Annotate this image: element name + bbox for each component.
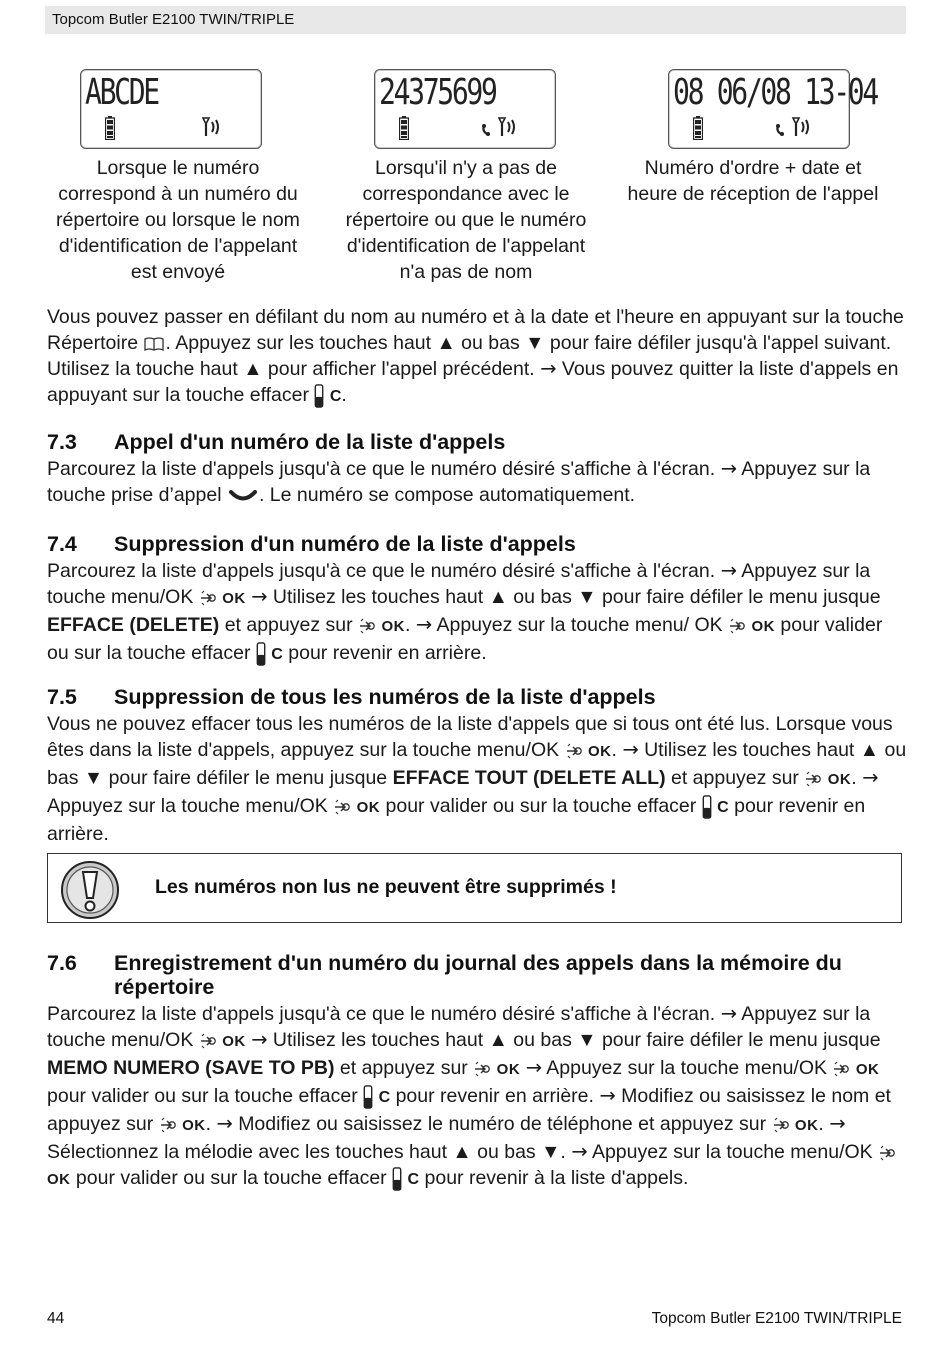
section-7-4-heading bbox=[47, 532, 904, 556]
arrow-icon: → bbox=[720, 1002, 737, 1025]
clear-key-icon bbox=[392, 1167, 402, 1191]
ok-key-label: OK bbox=[794, 1117, 819, 1134]
text: Modifiez ou saisissez le nom et appuyez sur bbox=[47, 1085, 891, 1135]
text: Sélectionnez la mélodie avec les touches haut ▲ ou bas ▼. bbox=[47, 1141, 566, 1163]
text: Utilisez les touches haut ▲ ou bas ▼ pour faire défiler le menu jusque bbox=[47, 739, 907, 789]
section-7-4-body: Parcourez la liste d'appels jusqu'à ce que le numéro désiré s'affiche à l'écran. → Appuyez sur la touche menu/OK OK → Utilisez les touches haut ▲ ou bas ▼ pour faire défiler le menu jusque EFFACE (DELETE) et appuyez sur OK. → Appuyez sur la touche menu/ OK OK pour valider ou sur la touche effacer C pour revenir en arrière. bbox=[47, 559, 883, 664]
text: Vous ne pouvez effacer tous les numéros de la liste d'appels que si tous ont été lus. Lorsque vous êtes dans la liste d'appels, appuyez sur la touche menu/OK bbox=[47, 713, 893, 761]
lcd-text: ABCDE bbox=[85, 72, 158, 113]
battery-icon bbox=[399, 116, 409, 140]
text: Utilisez les touches haut ▲ ou bas ▼ pour faire défiler le menu jusque bbox=[272, 1029, 881, 1051]
clear-key-label: C bbox=[271, 646, 283, 663]
arrow-icon: → bbox=[622, 738, 639, 761]
antenna-icon bbox=[791, 116, 817, 138]
clear-key-icon bbox=[702, 795, 712, 819]
section-number: 7.6 bbox=[47, 951, 77, 975]
intro-text-3: Vous pouvez quitter la liste d'appels en appuyant sur la touche effacer bbox=[47, 358, 899, 406]
ok-key-label: OK bbox=[222, 1033, 246, 1050]
section-7-5-body: Vous ne pouvez effacer tous les numéros de la liste d'appels que si tous ont été lus. Lorsque vous êtes dans la liste d'appels, appuyez sur la touche menu/OK OK. → Utilisez les touches haut ▲ ou bas ▼ pour faire défiler le menu jusque EFFACE TOUT (DELETE ALL) et appuyez sur OK. → Appuyez sur la touche menu/OK OK pour valider ou sur la touche effacer C pour revenir en arrière. bbox=[47, 713, 907, 845]
section-title: Enregistrement d'un numéro du journal des appels dans la mémoire du répertoire bbox=[114, 951, 842, 999]
lcd-screen-number bbox=[374, 69, 556, 149]
lcd-screen-name bbox=[80, 69, 262, 149]
section-7-3-heading bbox=[47, 430, 904, 454]
section-number: 7.3 bbox=[47, 430, 77, 454]
menu-ok-icon bbox=[199, 590, 217, 606]
text: pour revenir en arrière. bbox=[395, 1085, 594, 1107]
battery-icon bbox=[693, 116, 703, 140]
note-text: Les numéros non lus ne peuvent être supprimés ! bbox=[155, 876, 617, 898]
header-title: Topcom Butler E2100 TWIN/TRIPLE bbox=[52, 11, 295, 28]
note-box bbox=[47, 853, 902, 923]
page-header bbox=[45, 6, 906, 34]
menu-ok-icon bbox=[159, 1117, 177, 1133]
clear-key-icon bbox=[363, 1085, 373, 1109]
ok-key-label: OK bbox=[496, 1061, 521, 1078]
intro-text-2: . Appuyez sur les touches haut ▲ ou bas ▼ pour faire défiler jusqu'à l'appel suivant. Utilisez la touche haut ▲ pour afficher l'appel précédent. bbox=[47, 332, 892, 380]
arrow-icon: → bbox=[540, 357, 557, 380]
arrow-icon: → bbox=[415, 613, 433, 636]
text: Appuyez sur la touche menu/OK bbox=[47, 795, 328, 817]
text: pour valider ou sur la touche effacer bbox=[47, 614, 883, 664]
footer-title: Topcom Butler E2100 TWIN/TRIPLE bbox=[651, 1310, 902, 1327]
arrow-icon: → bbox=[251, 585, 268, 608]
section-number: 7.4 bbox=[47, 532, 77, 556]
punct: . bbox=[341, 384, 347, 406]
ok-key-label: OK bbox=[587, 743, 612, 760]
text: pour revenir en arrière. bbox=[47, 795, 866, 845]
battery-icon bbox=[105, 116, 115, 140]
section-7-5-heading bbox=[47, 685, 904, 709]
ok-key-label: OK bbox=[827, 771, 852, 788]
text: Modifiez ou saisissez le numéro de téléphone et appuyez sur bbox=[238, 1113, 767, 1135]
call-icon bbox=[481, 122, 495, 138]
text: pour valider ou sur la touche effacer bbox=[47, 1085, 358, 1107]
menu-ok-icon bbox=[358, 618, 376, 634]
text: Appuyez sur la touche prise d’appel bbox=[47, 458, 871, 506]
ok-key-label: OK bbox=[182, 1117, 206, 1134]
menu-ok-icon bbox=[878, 1145, 896, 1161]
text: et appuyez sur bbox=[671, 767, 799, 789]
text: et appuyez sur bbox=[339, 1057, 468, 1079]
text: Appuyez sur la touche menu/OK bbox=[47, 1003, 871, 1051]
menu-item-label: EFFACE TOUT (DELETE ALL) bbox=[392, 767, 666, 789]
arrow-icon: → bbox=[720, 457, 737, 480]
text: Utilisez les touches haut ▲ ou bas ▼ pour faire défiler le menu jusque bbox=[272, 586, 881, 608]
text: . Le numéro se compose automatiquement. bbox=[258, 484, 636, 506]
section-title: Suppression d'un numéro de la liste d'appels bbox=[114, 532, 576, 556]
arrow-icon: → bbox=[829, 1112, 846, 1135]
section-title: Suppression de tous les numéros de la liste d'appels bbox=[114, 685, 656, 709]
ok-key-label: OK bbox=[356, 799, 381, 816]
ok-key-label: OK bbox=[381, 618, 405, 635]
arrow-icon: → bbox=[571, 1140, 588, 1163]
menu-ok-icon bbox=[565, 743, 583, 759]
arrow-icon: → bbox=[862, 766, 879, 789]
text: Appuyez sur la touche menu/OK bbox=[47, 560, 871, 608]
arrow-icon: → bbox=[251, 1028, 268, 1051]
call-icon bbox=[775, 122, 789, 138]
clear-key-label: C bbox=[378, 1089, 391, 1106]
section-7-6-heading bbox=[47, 951, 904, 999]
menu-ok-icon bbox=[333, 799, 351, 815]
lcd-screen-date bbox=[668, 69, 877, 149]
antenna-icon bbox=[497, 116, 523, 138]
section-7-6-body: Parcourez la liste d'appels jusqu'à ce que le numéro désiré s'affiche à l'écran. → Appuyez sur la touche menu/OK OK → Utilisez les touches haut ▲ ou bas ▼ pour faire défiler le menu jusque MEMO NUMERO (SAVE TO PB) et appuyez sur OK → Appuyez sur la touche menu/OK OK pour valider ou sur la touche effacer C pour revenir en arrière. → Modifiez ou saisissez le nom et appuyez sur OK. → Modifiez ou saisissez le numéro de téléphone et appuyez sur OK. → Sélectionnez la mélodie avec les touches haut ▲ ou bas ▼. → Appuyez sur la touche menu/OK OK pour valider ou sur la touche effacer C pour revenir à la liste d'appels. bbox=[47, 1001, 907, 1193]
arrow-icon: → bbox=[599, 1084, 616, 1107]
text: Parcourez la liste d'appels jusqu'à ce que le numéro désiré s'affiche à l'écran. bbox=[47, 560, 716, 582]
clear-key-icon bbox=[256, 642, 266, 666]
intro-text-1: Vous pouvez passer en défilant du nom au numéro et à la date et l'heure en appuyant sur la touche Répertoire bbox=[47, 306, 904, 354]
call-key-icon bbox=[227, 489, 259, 503]
phonebook-icon bbox=[143, 336, 165, 352]
lcd-text: 24375699 bbox=[379, 72, 496, 113]
menu-ok-icon bbox=[804, 771, 822, 787]
intro-paragraph bbox=[47, 304, 907, 410]
ok-key-label: OK bbox=[751, 618, 775, 635]
text: Appuyez sur la touche menu/OK bbox=[546, 1057, 828, 1079]
section-title: Appel d'un numéro de la liste d'appels bbox=[114, 430, 506, 454]
caption-name: Lorsque le numéro correspond à un numéro du répertoire ou lorsque le nom d'identification de l'appelant est envoyé bbox=[56, 157, 300, 283]
clear-key-icon bbox=[314, 384, 324, 408]
caption-number: Lorsqu'il n'y a pas de correspondance avec le répertoire ou que le numéro d'identification de l'appelant n'a pas de nom bbox=[345, 157, 587, 283]
text: Parcourez la liste d'appels jusqu'à ce que le numéro désiré s'affiche à l'écran. bbox=[47, 458, 716, 480]
warning-icon bbox=[60, 860, 120, 920]
arrow-icon: → bbox=[216, 1112, 233, 1135]
arrow-icon: → bbox=[525, 1056, 542, 1079]
text: Parcourez la liste d'appels jusqu'à ce que le numéro désiré s'affiche à l'écran. bbox=[47, 1003, 716, 1025]
menu-ok-icon bbox=[473, 1061, 491, 1077]
text: et appuyez sur bbox=[224, 614, 353, 636]
menu-ok-icon bbox=[772, 1117, 790, 1133]
text: pour valider ou sur la touche effacer bbox=[75, 1167, 387, 1189]
page-number: 44 bbox=[47, 1310, 65, 1327]
menu-item-label: MEMO NUMERO (SAVE TO PB) bbox=[47, 1057, 335, 1079]
clear-key-label: C bbox=[329, 388, 342, 405]
caption-date: Numéro d'ordre + date et heure de réception de l'appel bbox=[627, 157, 879, 205]
menu-ok-icon bbox=[728, 618, 746, 634]
clear-key-label: C bbox=[407, 1171, 420, 1188]
text: Appuyez sur la touche menu/ OK bbox=[436, 614, 723, 636]
lcd-text: 08 06/08 13-04 bbox=[673, 72, 877, 113]
menu-ok-icon bbox=[199, 1033, 217, 1049]
antenna-icon bbox=[201, 116, 227, 138]
section-7-3-body bbox=[47, 456, 907, 508]
section-number: 7.5 bbox=[47, 685, 77, 709]
text: pour valider ou sur la touche effacer bbox=[385, 795, 697, 817]
text: pour revenir à la liste d'appels. bbox=[424, 1167, 689, 1189]
ok-key-label: OK bbox=[222, 590, 246, 607]
menu-ok-icon bbox=[832, 1061, 850, 1077]
menu-item-label: EFFACE (DELETE) bbox=[47, 614, 220, 636]
text: Appuyez sur la touche menu/OK bbox=[591, 1141, 873, 1163]
clear-key-label: C bbox=[717, 799, 729, 816]
text: pour revenir en arrière. bbox=[288, 642, 487, 664]
ok-key-label: OK bbox=[47, 1171, 71, 1188]
ok-key-label: OK bbox=[855, 1061, 880, 1078]
arrow-icon: → bbox=[720, 559, 737, 582]
